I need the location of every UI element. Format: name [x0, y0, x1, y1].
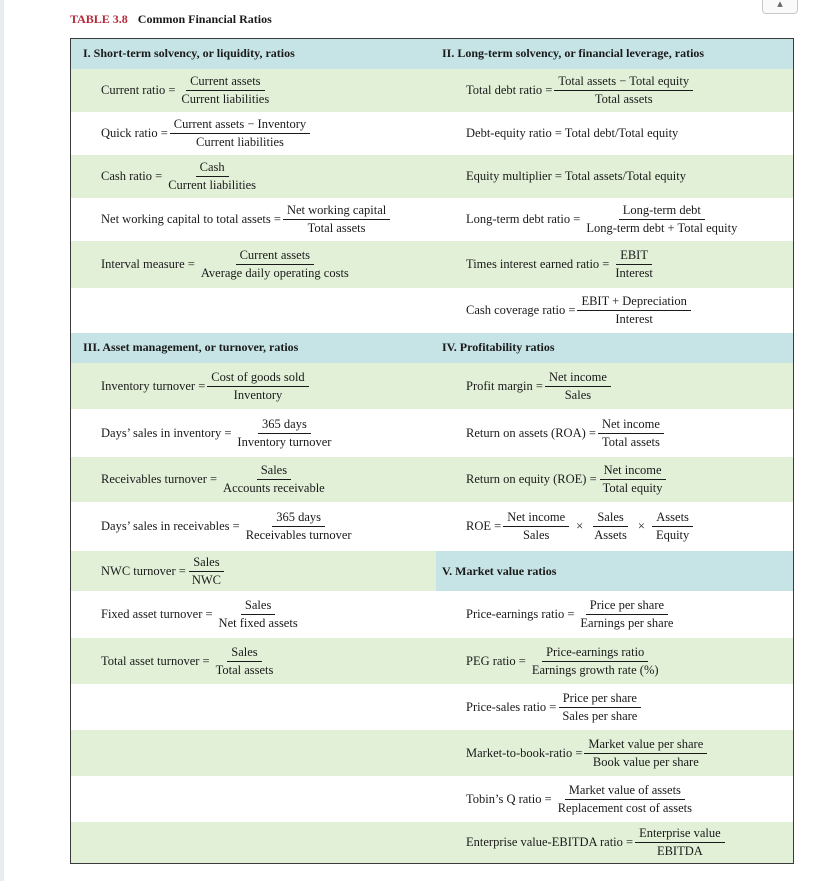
formula-ev-ebitda	[466, 822, 727, 863]
fraction	[283, 202, 390, 237]
numerator: Current assets − Inventory	[170, 116, 310, 134]
denominator: Inventory turnover	[237, 434, 332, 449]
formula-label: ROE =	[466, 519, 502, 533]
left-page-strip	[0, 0, 4, 881]
formula-label: NWC turnover =	[101, 563, 186, 578]
denominator: Book value per share	[592, 754, 699, 769]
formula-label: Return on assets (ROA) =	[466, 425, 596, 440]
numerator: Net income	[598, 416, 664, 434]
denominator: Replacement cost of assets	[557, 800, 693, 815]
fraction	[528, 644, 663, 679]
denominator: Current liabilities	[196, 135, 284, 149]
formula-interval-measure	[101, 241, 355, 288]
table-title: Common Financial Ratios	[137, 12, 272, 26]
formula-times-interest-earned	[466, 241, 659, 288]
formula-label: Days’ sales in receivables =	[101, 519, 240, 533]
numerator: EBIT + Depreciation	[577, 293, 690, 311]
formula-receivables-turnover	[101, 457, 331, 502]
denominator: Total assets	[602, 434, 660, 449]
numerator: Cost of goods sold	[207, 369, 308, 387]
numerator: Long-term debt	[619, 202, 705, 220]
formula-label: Interval measure =	[101, 257, 195, 271]
numerator: Net working capital	[283, 202, 390, 220]
fraction	[590, 509, 631, 544]
denominator: Average daily operating costs	[200, 266, 349, 280]
ratios-table	[70, 38, 794, 864]
denominator: Sales	[564, 387, 592, 402]
denominator: Current liabilities	[181, 92, 270, 106]
formula-label: Quick ratio =	[101, 126, 168, 140]
formula-label: Days’ sales in inventory =	[101, 425, 232, 440]
formula-label: Total asset turnover =	[101, 653, 210, 668]
numerator: Price per share	[559, 690, 641, 708]
fraction	[576, 597, 677, 632]
formula-total-debt-ratio	[466, 69, 695, 112]
denominator: Accounts receivable	[223, 481, 325, 495]
fraction	[611, 247, 656, 282]
numerator: Sales	[227, 644, 261, 662]
denominator: Sales	[522, 528, 550, 542]
numerator: Enterprise value	[635, 825, 725, 843]
formula-label: Total debt ratio =	[466, 83, 553, 97]
fraction	[558, 690, 641, 725]
formula-label: Long-term debt ratio =	[466, 212, 581, 226]
fraction	[242, 509, 356, 544]
denominator: Current liabilities	[168, 178, 257, 192]
numerator: Sales	[241, 597, 275, 615]
formula-long-term-debt-ratio	[466, 198, 743, 241]
formula-label: Price-sales ratio =	[466, 699, 557, 714]
formula-label: Receivables turnover =	[101, 472, 218, 486]
formula-days-sales-inventory	[101, 409, 337, 457]
fraction	[233, 416, 335, 451]
table-number: TABLE 3.8	[70, 12, 128, 26]
formula-label: Times interest earned ratio =	[466, 257, 610, 271]
numerator: Price-earnings ratio	[542, 644, 648, 662]
formula-label: Tobin’s Q ratio =	[466, 791, 552, 806]
formula-equity-multiplier	[466, 155, 686, 198]
denominator: NWC	[191, 572, 221, 587]
denominator: Inventory	[233, 387, 283, 402]
fraction	[164, 159, 260, 194]
formula-label: Equity multiplier = Total assets/Total equity	[466, 169, 686, 183]
formula-label: Cash ratio =	[101, 169, 163, 183]
table-caption	[70, 12, 272, 27]
fraction	[652, 509, 693, 544]
formula-tobins-q	[466, 776, 698, 822]
fraction	[219, 462, 329, 497]
fraction	[215, 597, 302, 632]
section-header-profitability: IV. Profitability ratios	[442, 340, 555, 354]
numerator: Assets	[652, 509, 693, 527]
numerator: Net income	[600, 462, 666, 480]
formula-label: Cash coverage ratio =	[466, 303, 576, 317]
numerator: Net income	[503, 509, 569, 527]
formula-label: Fixed asset turnover =	[101, 607, 213, 621]
formula-nwc-turnover	[101, 551, 227, 591]
denominator: Total assets	[307, 221, 366, 235]
formula-label: Price-earnings ratio =	[466, 607, 575, 621]
denominator: Sales per share	[562, 708, 638, 723]
formula-roa	[466, 409, 666, 457]
numerator: Price per share	[586, 597, 668, 615]
denominator: Receivables turnover	[245, 528, 352, 542]
times-operator: ×	[576, 519, 584, 533]
section-header-market-value: V. Market value ratios	[442, 564, 557, 578]
formula-debt-equity-ratio	[466, 112, 678, 155]
fraction	[599, 462, 667, 497]
formula-current-ratio	[101, 69, 275, 112]
denominator: Total assets	[215, 662, 274, 677]
chevron-up-icon: ▴	[777, 0, 783, 10]
denominator: Earnings per share	[580, 616, 674, 630]
numerator: 365 days	[258, 416, 311, 434]
numerator: EBIT	[616, 247, 652, 265]
formula-roe-dupont	[466, 502, 695, 551]
denominator: Net fixed assets	[218, 616, 298, 630]
numerator: 365 days	[272, 509, 325, 527]
fraction	[545, 369, 611, 404]
section-header-turnover: III. Asset management, or turnover, ratios	[83, 340, 299, 354]
denominator: Earnings growth rate (%)	[531, 662, 659, 677]
scroll-up-button[interactable]	[762, 0, 798, 14]
numerator: Net income	[545, 369, 611, 387]
fraction	[582, 202, 741, 237]
fraction	[503, 509, 569, 544]
numerator: Sales	[593, 509, 627, 527]
formula-fixed-asset-turnover	[101, 591, 304, 638]
formula-market-to-book	[466, 730, 709, 776]
formula-cash-coverage	[466, 288, 693, 333]
fraction	[197, 247, 353, 282]
fraction	[584, 736, 707, 771]
formula-label: Debt-equity ratio = Total debt/Total equity	[466, 126, 679, 140]
fraction	[554, 782, 696, 817]
fraction	[170, 116, 310, 151]
numerator: Cash	[196, 159, 229, 177]
denominator: Interest	[615, 312, 653, 326]
denominator: Interest	[615, 266, 653, 280]
numerator: Current assets	[236, 247, 314, 265]
numerator: Market value of assets	[565, 782, 685, 800]
denominator: Assets	[594, 528, 627, 542]
formula-label: Inventory turnover =	[101, 378, 206, 393]
numerator: Sales	[257, 462, 291, 480]
formula-nwc-to-total-assets	[101, 198, 392, 241]
formula-label: Enterprise value-EBITDA ratio =	[466, 835, 634, 849]
denominator: Total equity	[602, 481, 663, 495]
fraction	[212, 644, 278, 679]
formula-label: Net working capital to total assets =	[101, 212, 281, 226]
formula-label: Profit margin =	[466, 378, 543, 393]
fraction	[598, 416, 664, 451]
formula-quick-ratio	[101, 112, 312, 155]
formula-cash-ratio	[101, 155, 262, 198]
numerator: Current assets	[186, 73, 264, 91]
formula-price-sales	[466, 684, 643, 730]
denominator: EBITDA	[656, 844, 703, 858]
fraction	[577, 293, 690, 328]
formula-inventory-turnover	[101, 363, 311, 409]
table-row	[71, 684, 793, 730]
numerator: Sales	[189, 554, 223, 572]
numerator: Total assets − Total equity	[554, 73, 693, 91]
fraction	[207, 369, 308, 404]
section-header-leverage: II. Long-term solvency, or financial leverage, ratios	[442, 46, 705, 60]
formula-label: Return on equity (ROE) =	[466, 472, 597, 486]
fraction	[554, 73, 693, 108]
formula-label: Market-to-book-ratio =	[466, 745, 583, 760]
fraction	[635, 825, 725, 860]
fraction	[188, 554, 225, 589]
formula-peg-ratio	[466, 638, 665, 684]
formula-price-earnings	[466, 591, 679, 638]
formula-total-asset-turnover	[101, 638, 279, 684]
section-header-liquidity: I. Short-term solvency, or liquidity, ratios	[83, 46, 295, 60]
denominator: Equity	[655, 528, 690, 542]
formula-label: Current ratio =	[101, 83, 176, 97]
fraction	[177, 73, 273, 108]
formula-label: PEG ratio =	[466, 653, 526, 668]
formula-roe	[466, 457, 669, 502]
formula-days-sales-receivables	[101, 502, 358, 551]
times-operator: ×	[637, 519, 645, 533]
denominator: Long-term debt + Total equity	[586, 221, 738, 235]
formula-profit-margin	[466, 363, 613, 409]
numerator: Market value per share	[584, 736, 707, 754]
denominator: Total assets	[594, 92, 653, 106]
